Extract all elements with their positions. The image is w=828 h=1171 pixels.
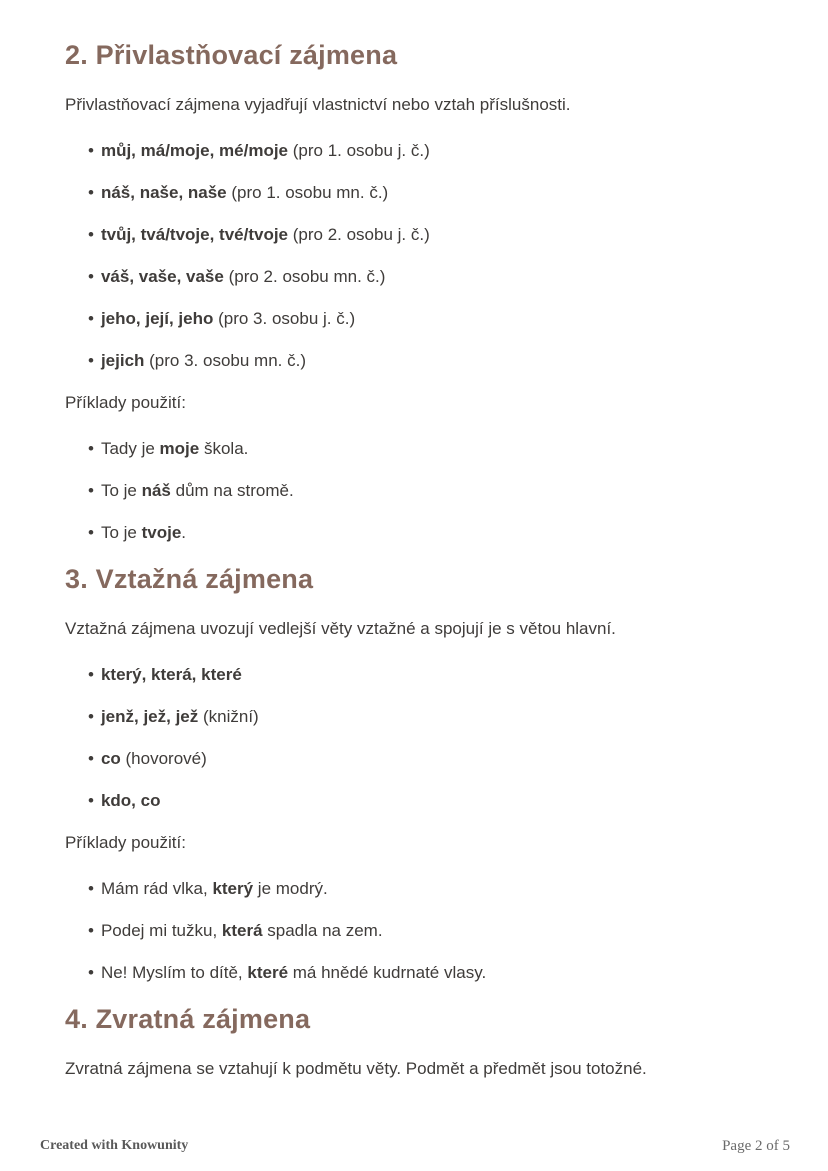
section-intro: Zvratná zájmena se vztahují k podmětu věty. Podmět a předmět jsou totožné. (65, 1059, 647, 1078)
section-heading: 3. Vztažná zájmena (65, 564, 314, 594)
bullet-icon: • (88, 665, 94, 684)
example-pre: To je (100, 481, 142, 500)
bullet-icon: • (88, 267, 94, 286)
term-bold: můj, má/moje, mé/moje (100, 141, 289, 160)
section-privlastnovaci-zajmena (65, 40, 768, 544)
page-footer (40, 1138, 790, 1155)
list-item (88, 350, 768, 372)
list-item (88, 920, 768, 942)
term-rest: (knižní) (198, 707, 259, 726)
section-zvratna-zajmena (65, 1004, 768, 1080)
example-bold: která (221, 921, 263, 940)
term-rest: (pro 3. osobu mn. č.) (144, 351, 306, 370)
bullet-icon: • (88, 749, 94, 768)
examples-label: Příklady použití: (65, 393, 186, 412)
example-post: dům na stromě. (170, 481, 294, 500)
term-rest: (pro 2. osobu mn. č.) (223, 267, 386, 286)
example-post: spadla na zem. (262, 921, 383, 940)
term-list (65, 140, 768, 372)
term-bold: který, která, které (100, 665, 242, 684)
bullet-icon: • (88, 523, 94, 542)
term-rest: (hovorové) (120, 749, 207, 768)
example-pre: Mám rád vlka, (100, 879, 213, 898)
list-item (88, 962, 768, 984)
term-bold: náš, naše, naše (100, 183, 227, 202)
example-bold: které (247, 963, 289, 982)
example-post: je modrý. (253, 879, 328, 898)
section-vztazna-zajmena (65, 564, 768, 984)
term-bold: tvůj, tvá/tvoje, tvé/tvoje (100, 225, 289, 244)
section-intro: Vztažná zájmena uvozují vedlejší věty vztažné a spojují je s větou hlavní. (65, 619, 616, 638)
list-item (88, 878, 768, 900)
term-list (65, 664, 768, 812)
bullet-icon: • (88, 439, 94, 458)
section-heading: 2. Přivlastňovací zájmena (65, 40, 398, 70)
bullet-icon: • (88, 225, 94, 244)
bullet-icon: • (88, 791, 94, 810)
term-bold: jenž, jež, jež (100, 707, 199, 726)
example-pre: Ne! Myslím to dítě, (100, 963, 248, 982)
example-list (65, 878, 768, 984)
list-item (88, 308, 768, 330)
list-item (88, 790, 768, 812)
footer-page-number: Page 2 of 5 (722, 1138, 790, 1154)
term-rest: (pro 2. osobu j. č.) (288, 225, 430, 244)
example-pre: To je (100, 523, 142, 542)
bullet-icon: • (88, 309, 94, 328)
term-rest: (pro 3. osobu j. č.) (213, 309, 356, 328)
list-item (88, 664, 768, 686)
list-item (88, 140, 768, 162)
example-pre: Podej mi tužku, (100, 921, 222, 940)
example-bold: náš (141, 481, 171, 500)
bullet-icon: • (88, 921, 94, 940)
section-intro: Přivlastňovací zájmena vyjadřují vlastnictví nebo vztah příslušnosti. (65, 95, 571, 114)
footer-credit: Created with Knowunity (40, 1138, 189, 1153)
list-item (88, 706, 768, 728)
example-bold: který (212, 879, 254, 898)
term-rest: (pro 1. osobu mn. č.) (226, 183, 389, 202)
term-bold: jeho, její, jeho (100, 309, 214, 328)
bullet-icon: • (88, 141, 94, 160)
list-item (88, 266, 768, 288)
term-bold: váš, vaše, vaše (100, 267, 224, 286)
list-item (88, 748, 768, 770)
bullet-icon: • (88, 963, 94, 982)
bullet-icon: • (88, 351, 94, 370)
term-bold: jejich (100, 351, 145, 370)
example-post: škola. (199, 439, 249, 458)
example-bold: moje (159, 439, 200, 458)
bullet-icon: • (88, 183, 94, 202)
example-bold: tvoje (141, 523, 182, 542)
example-pre: Tady je (100, 439, 160, 458)
term-bold: co (100, 749, 121, 768)
example-post: . (181, 523, 187, 542)
bullet-icon: • (88, 707, 94, 726)
list-item (88, 522, 768, 544)
list-item (88, 480, 768, 502)
list-item (88, 438, 768, 460)
term-bold: kdo, co (100, 791, 161, 810)
examples-label: Příklady použití: (65, 833, 186, 852)
list-item (88, 224, 768, 246)
bullet-icon: • (88, 481, 94, 500)
bullet-icon: • (88, 879, 94, 898)
term-rest: (pro 1. osobu j. č.) (288, 141, 430, 160)
example-list (65, 438, 768, 544)
section-heading: 4. Zvratná zájmena (65, 1004, 311, 1034)
list-item (88, 182, 768, 204)
example-post: má hnědé kudrnaté vlasy. (288, 963, 487, 982)
